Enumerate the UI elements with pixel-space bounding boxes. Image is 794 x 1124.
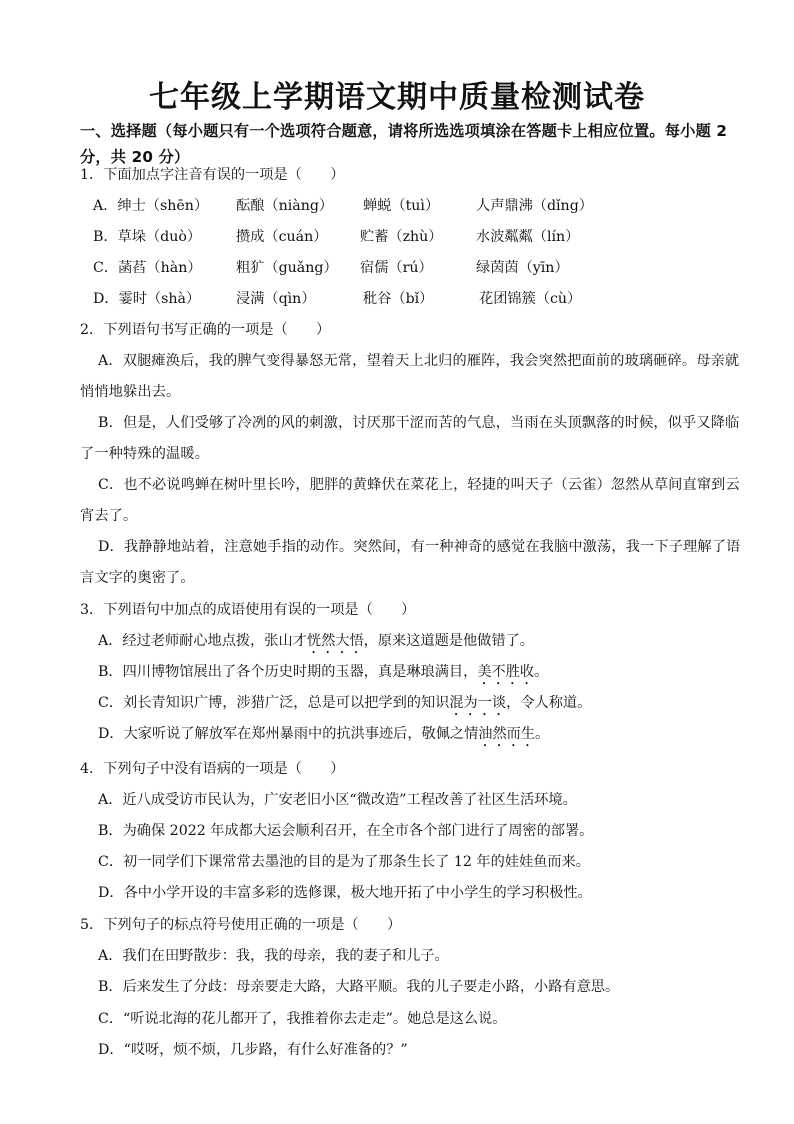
dotted-idiom: 油然而生: [478, 726, 536, 742]
q1-option: C．菡萏（hàn）: [93, 260, 202, 276]
text: B．四川博物馆展出了各个历史时期的玉器，真是琳琅满目，: [98, 664, 478, 680]
dotted-idiom: 混为一谈: [449, 695, 507, 711]
q1-word: 水波粼粼（lín）: [476, 229, 580, 245]
text: 。: [534, 664, 549, 680]
text: C．刘长青知识广博，涉猎广泛，总是可以把学到的知识: [98, 695, 450, 711]
q1-option: A．绅士（shēn）: [93, 198, 209, 214]
question-4-option-d: D．各中小学开设的丰富多彩的选修课，极大地开拓了中小学生的学习积极性。: [98, 885, 592, 901]
question-3-option-c: [98, 688, 591, 719]
question-5-stem: 5．下列句子的标点符号使用正确的一项是（ ）: [80, 917, 402, 933]
question-5-option-d: D．“哎呀，烦不烦，几步路，有什么好准备的？”: [98, 1042, 408, 1058]
question-2-option-d: D．我静静地站着，注意她手指的动作。突然间，有一种神奇的感觉在我脑中激荡，我一下子理解了语言文字的奥密了。: [80, 539, 741, 586]
q1-word: 攒成（cuán）: [236, 229, 328, 245]
question-2-option-b: B．但是，人们受够了冷冽的风的刺激，讨厌那干涩而苦的气息，当雨在头顶飘落的时候，似乎又降临了一种特殊的温暖。: [80, 415, 740, 462]
text: ，令人称道。: [506, 695, 592, 711]
question-3-option-d: [98, 719, 549, 750]
q1-word: 贮蓄（zhù）: [360, 229, 443, 245]
question-4-stem: 4．下列句子中没有语病的一项是（ ）: [80, 761, 345, 777]
text: ，原来这道题是他做错了。: [363, 633, 534, 649]
question-3-option-b: [98, 657, 548, 688]
question-5-option-b: B．后来发生了分歧：母亲要走大路，大路平顺。我的儿子要走小路，小路有意思。: [98, 979, 620, 995]
text: 。: [535, 726, 550, 742]
text: D．大家听说了解放军在郑州暴雨中的抗洪事迹后，敬佩之情: [98, 726, 479, 742]
q1-word: 酝酿（niàng）: [236, 198, 334, 214]
q1-word: 秕谷（bǐ）: [363, 291, 434, 307]
q1-word: 绿茵茵（yīn）: [476, 260, 569, 276]
question-4-option-b: B．为确保 2022 年成都大运会顺利召开，在全市各个部门进行了周密的部署。: [98, 823, 594, 839]
q1-word: 浸满（qìn）: [236, 291, 316, 307]
text: A．经过老师耐心地点拨，张山才: [98, 633, 307, 649]
q1-option: D．霎时（shà）: [93, 291, 201, 307]
dotted-idiom: 恍然大悟: [306, 633, 364, 649]
q1-word: 宿儒（rú）: [360, 260, 433, 276]
question-3-option-a: [98, 626, 534, 657]
question-5-option-a: A．我们在田野散步：我，我的母亲，我的妻子和儿子。: [98, 948, 449, 964]
question-3-stem: 3．下列语句中加点的成语使用有误的一项是（ ）: [80, 602, 416, 618]
question-2-option-a: A．双腿瘫涣后，我的脾气变得暴怒无常，望着天上北归的雁阵，我会突然把面前的玻璃砸碎。母亲就悄悄地躲出去。: [80, 353, 740, 400]
q1-word: 蝉蜕（tuì）: [363, 198, 440, 214]
q1-word: 粗犷（guǎng）: [236, 260, 338, 276]
question-2-option-c: C．也不必说鸣蝉在树叶里长吟，肥胖的黄蜂伏在菜花上，轻捷的叫天子（云雀）忽然从草间直窜到云宵去了。: [80, 477, 740, 524]
question-5-option-c: C．“听说北海的花儿都开了，我推着你去走走”。她总是这么说。: [98, 1011, 507, 1027]
page-title: 七年级上学期语文期中质量检测试卷: [149, 80, 645, 115]
q1-word: 人声鼎沸（dǐng）: [476, 198, 593, 214]
q1-option: B．草垛（duò）: [93, 229, 202, 245]
q1-word: 花团锦簇（cù）: [479, 291, 582, 307]
question-1-stem: 1．下面加点字注音有误的一项是（ ）: [80, 167, 345, 183]
dotted-idiom: 美不胜收: [477, 664, 535, 680]
question-4-option-a: A．近八成受访市民认为，广安老旧小区“微改造”工程改善了社区生活环境。: [98, 792, 577, 808]
question-2-stem: 2．下列语句书写正确的一项是（ ）: [80, 322, 331, 338]
question-4-option-c: C．初一同学们下课常常去墨池的目的是为了那条生长了 12 年的娃娃鱼而来。: [98, 854, 590, 870]
section-heading: 一、选择题（每小题只有一个选项符合题意，请将所选选项填涂在答题卡上相应位置。每小题 2 分，共 20 分）: [80, 122, 728, 166]
